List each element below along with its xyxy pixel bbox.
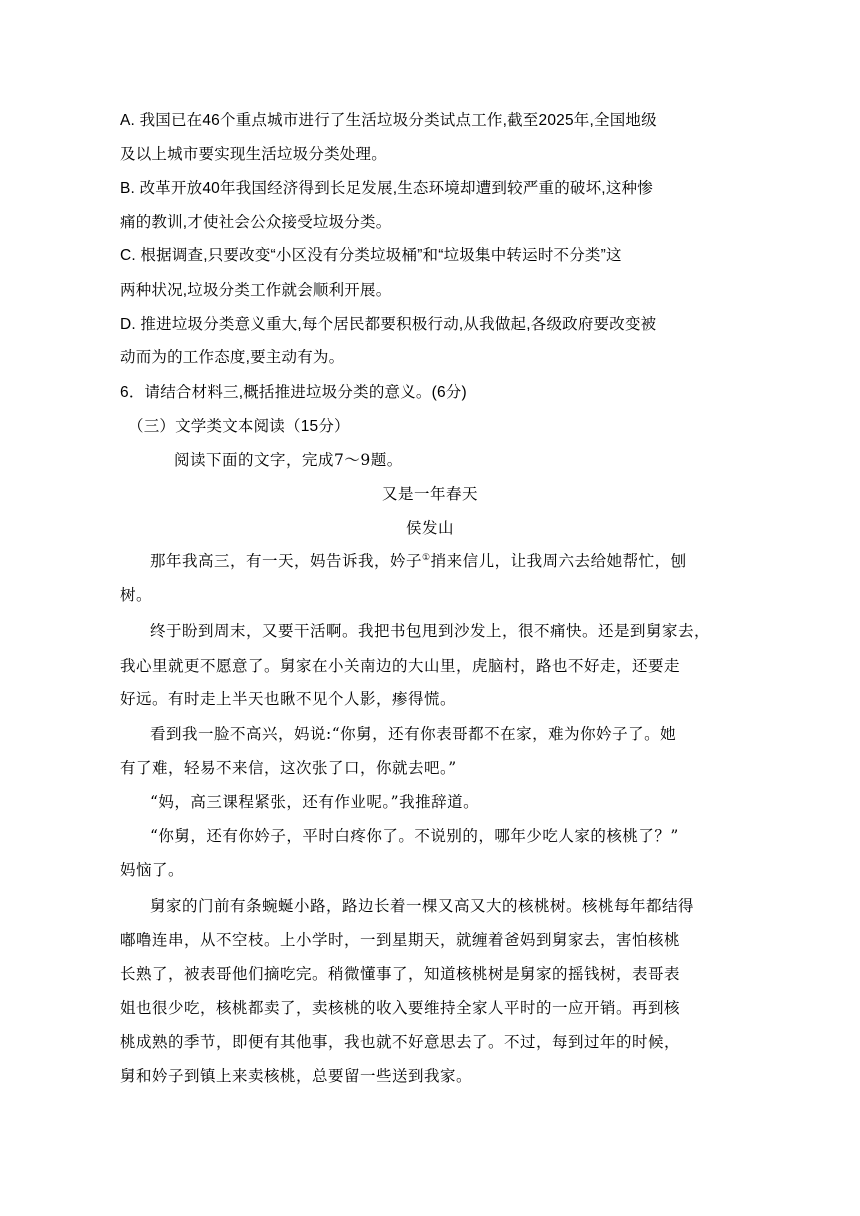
question-6: 6．请结合材料三,概括推进垃圾分类的意义。(6分) xyxy=(120,384,467,401)
option-d-text-1: 推进垃圾分类意义重大,每个居民都要积极行动,从我做起,各级政府要改变被 xyxy=(140,316,657,333)
story-p5-line-2: 妈恼了。 xyxy=(120,861,185,879)
story-p5-line-1: “你舅，还有你妗子，平时白疼你了。不说别的，哪年少吃人家的核桃了？” xyxy=(150,827,679,845)
option-a-line-1 xyxy=(120,111,740,131)
option-c-text-1: 根据调查,只要改变“小区没有分类垃圾桶”和“垃圾集中转运时不分类”这 xyxy=(140,247,622,264)
story-p2-line-2: 我心里就更不愿意了。舅家在小关南边的大山里，虎脑村，路也不好走，还要走 xyxy=(120,657,681,675)
option-a-label: A. xyxy=(120,112,136,129)
section-heading: （三）文学类文本阅读（15分） xyxy=(128,418,350,435)
footnote-marker: ① xyxy=(422,552,431,563)
option-d-line-1 xyxy=(120,315,740,335)
story-p6-line-5: 桃成熟的季节，即便有其他事，我也就不好意思去了。不过，每到过年的时候， xyxy=(120,1033,681,1051)
story-p6-line-2: 嘟噜连串，从不空枝。上小学时，一到星期天，就缠着爸妈到舅家去，害怕核桃 xyxy=(120,931,681,949)
option-c-line-1 xyxy=(120,246,740,266)
option-d-line-2: 动而为的工作态度,要主动有为。 xyxy=(120,349,345,366)
option-b-text-1: 改革开放40年我国经济得到长足发展,生态环境却遭到较严重的破坏,这种惨 xyxy=(139,180,653,197)
story-p6-line-1: 舅家的门前有条蜿蜒小路，路边长着一棵又高又大的核桃树。核桃每年都结得 xyxy=(150,897,695,915)
option-a-line-2: 及以上城市要实现生活垃圾分类处理。 xyxy=(120,146,387,163)
story-p4-line-1: “妈，高三课程紧张，还有作业呢。”我推辞道。 xyxy=(150,793,480,811)
story-p2-line-3: 好远。有时走上半天也瞅不见个人影，瘆得慌。 xyxy=(120,690,457,708)
option-c-line-2: 两种状况,垃圾分类工作就会顺利开展。 xyxy=(120,282,392,299)
story-p3-line-2: 有了难，轻易不来信，这次张了口，你就去吧。” xyxy=(120,759,457,777)
story-title: 又是一年春天 xyxy=(381,485,478,503)
instruction: 阅读下面的文字，完成7～9题。 xyxy=(174,451,403,469)
option-a-text-1: 我国已在46个重点城市进行了生活垃圾分类试点工作,截至2025年,全国地级 xyxy=(139,112,657,129)
option-b-line-2: 痛的教训,才使社会公众接受垃圾分类。 xyxy=(120,214,392,231)
story-p2-line-1: 终于盼到周末，又要干活啊。我把书包甩到沙发上，很不痛快。还是到舅家去， xyxy=(150,622,711,640)
story-p1-text-before-note: 那年我高三，有一天，妈告诉我，妗子 xyxy=(150,552,423,570)
option-b-line-1 xyxy=(120,179,740,199)
story-p3-line-1: 看到我一脸不高兴，妈说:“你舅，还有你表哥都不在家，难为你妗子了。她 xyxy=(150,725,677,743)
story-p1-text-after-note: 捎来信儿，让我周六去给她帮忙，刨 xyxy=(430,552,687,570)
story-p6-line-6: 舅和妗子到镇上来卖核桃，总要留一些送到我家。 xyxy=(120,1067,473,1085)
story-p1-line-1 xyxy=(150,551,770,571)
story-p1-line-2: 树。 xyxy=(120,586,153,604)
option-c-label: C. xyxy=(120,247,136,264)
story-author: 侯发山 xyxy=(405,519,454,537)
option-d-label: D. xyxy=(120,316,136,333)
option-b-label: B. xyxy=(120,180,136,197)
story-p6-line-3: 长熟了，被表哥他们摘吃完。稍微懂事了，知道核桃树是舅家的摇钱树，表哥表 xyxy=(120,965,681,983)
story-p6-line-4: 姐也很少吃，核桃都卖了，卖核桃的收入要维持全家人平时的一应开销。再到核 xyxy=(120,999,681,1017)
